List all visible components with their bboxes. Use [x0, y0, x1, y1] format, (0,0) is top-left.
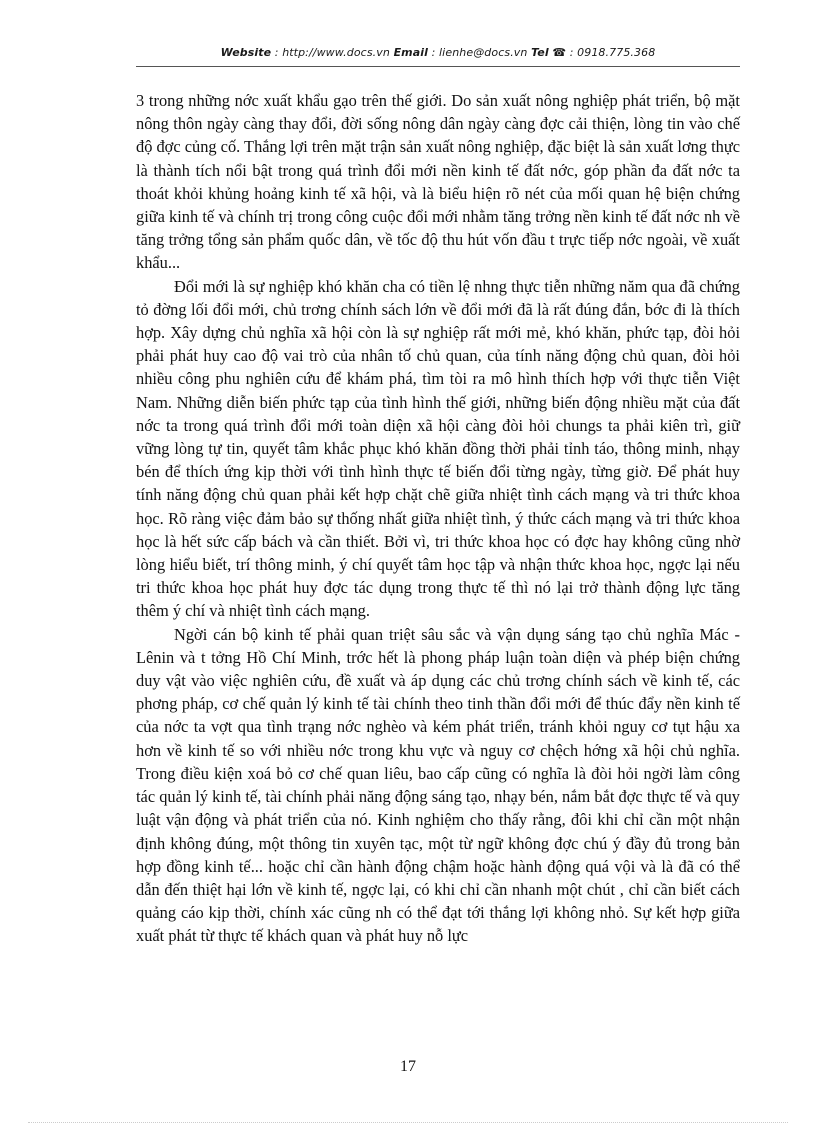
phone-icon: ☎	[552, 46, 567, 59]
tel-separator: :	[566, 46, 578, 59]
website-separator: :	[271, 46, 283, 59]
website-label: Website	[220, 46, 272, 59]
body-paragraph-1: 3 trong những nớc xuất khẩu gạo trên thế giới. Do sản xuất nông nghiệp phát triển, bộ mặt nông thôn ngày càng thay đổi, đời sống nông dân ngày càng đợc cải thiện, lòng tin vào chế độ đợc củng cố. Thắng lợi trên mặt trận sản xuất nông nghiệp, đặc biệt là sản xuất lơng thực là thành tích nổi bật trong quá trình đổi mới nền kinh tế đất nớc, góp phần đa đất nớc ta thoát khỏi khủng hoảng kinh tế xã hội, và là biểu hiện rõ nét của mối quan hệ biện chứng giữa kinh tế và chính trị trong công cuộc đổi mới nhằm tăng trởng nền kinh tế đất nớc nh về tăng trởng tổng sản phẩm quốc dân, về tốc độ thu hút vốn đầu t trực tiếp nớc ngoài, về xuất khẩu...	[136, 91, 741, 273]
header-divider	[136, 66, 740, 67]
email-label: Email	[393, 46, 429, 59]
email-separator: :	[428, 46, 440, 59]
email-address[interactable]: lienhe@docs.vn	[439, 46, 528, 59]
document-body	[136, 89, 740, 948]
body-paragraph-3: Ngời cán bộ kinh tế phải quan triệt sâu sắc và vận dụng sáng tạo chủ nghĩa Mác - Lênin và t tởng Hồ Chí Minh, trớc hết là phong pháp luận toàn diện và phép biện chứng duy vật vào việc nghiên cứu, đề xuất và áp dụng các chủ trơng chính sách về kinh tế, các phơng pháp, cơ chế quản lý kinh tế tài chính theo tinh thần đổi mới để thúc đẩy nền kinh tế của nớc ta vợt qua tình trạng nớc nghèo và kém phát triển, tránh khỏi nguy cơ tụt hậu xa hơn về kinh tế so với nhiều nớc trong khu vực và nguy cơ chệch hớng xã hội chủ nghĩa. Trong điều kiện xoá bỏ cơ chế quan liêu, bao cấp cũng có nghĩa là đòi hỏi ngời làm công tác quản lý kinh tế, tài chính phải năng động sáng tạo, nhạy bén, nắm bắt đợc thực tế và quy luật vận động và phát triển của nó. Kinh nghiệm cho thấy rằng, đôi khi chỉ cần một nhận định không đúng, một thông tin xuyên tạc, một từ ngữ không đợc chú ý đầy đủ trong bản hợp đồng kinh tế... hoặc chỉ cần hành động chậm hoặc hành động quá vội và là đã có thể dẫn đến thiệt hại lớn về kinh tế, ngợc lại, có khi chỉ cần nhanh một chút , chỉ cần biết cách quảng cáo kịp thời, chính xác cũng nh có thể đạt tới thắng lợi không nhỏ. Sự kết hợp giữa xuất phát từ thực tế khách quan và phát huy nỗ lực	[136, 624, 740, 946]
tel-label: Tel	[531, 46, 549, 59]
website-url[interactable]: http://www.docs.vn	[282, 46, 390, 59]
page-number: 17	[400, 1058, 416, 1075]
page-header	[136, 46, 740, 59]
body-paragraph-2: Đổi mới là sự nghiệp khó khăn cha có tiền lệ nhng thực tiễn những năm qua đã chứng tỏ đờng lối đổi mới, chủ trơng chính sách lớn về đổi mới đã là rất đúng đắn, bớc đi là thích hợp. Xây dựng chủ nghĩa xã hội còn là sự nghiệp rất mới mẻ, khó khăn, phức tạp, đòi hỏi phải phát huy cao độ vai trò của nhân tố chủ quan, của tính năng động chủ quan, đòi hỏi nhiều công phu nghiên cứu để khám phá, tìm tòi ra mô hình thích hợp với thực tiễn Việt Nam. Những diễn biến phức tạp của tình hình thế giới, những biến động nhiều mặt của đất nớc ta trong quá trình đổi mới toàn diện xã hội càng đòi hỏi chungs ta phải kiên trì, giữ vững lòng tự tin, quyết tâm khắc phục khó khăn đồng thời phải tỉnh táo, thông minh, nhạy bén để thích ứng kịp thời với tình hình thực tế biến đổi từng ngày, từng giờ. Để phát huy tính năng động chủ quan phải kết hợp chặt chẽ giữa nhiệt tình cách mạng và tri thức khoa học. Rõ ràng việc đảm bảo sự thống nhất giữa nhiệt tình, ý thức cách mạng và tri thức khoa học là hết sức cấp bách và cần thiết. Bởi vì, tri thức khoa học có đợc hay không cũng nhờ lòng hiểu biết, trí thông minh, ý chí quyết tâm học tập và nhận thức khoa học, ngợc lại nếu tri thức khoa học phát huy đợc tác dụng trong thực tế thì nó lại trở thành động lực tăng thêm ý chí và nhiệt tình cách mạng.	[136, 276, 740, 621]
tel-number: 0918.775.368	[577, 46, 656, 59]
